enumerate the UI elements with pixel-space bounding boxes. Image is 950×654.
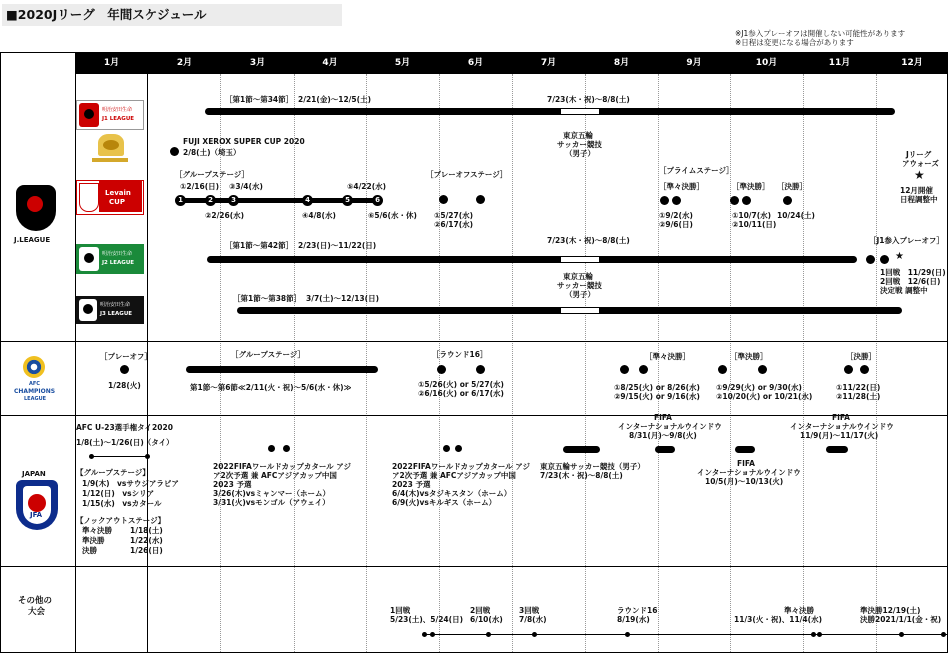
super-cup-name: FUJI XEROX SUPER CUP 2020 xyxy=(183,137,305,146)
other-dot xyxy=(941,632,946,637)
u23-dot-end xyxy=(145,454,150,459)
levain-playoff-dot-2 xyxy=(476,195,485,204)
levain-playoff-date-2: ②6/17(水) xyxy=(434,220,474,229)
levain-qf-date-2: ②9/6(日) xyxy=(659,220,693,229)
fifa2-line-2: インターナショナルウインドウ xyxy=(697,468,801,477)
j1-logo-bottom: J1 LEAGUE xyxy=(102,116,135,122)
acl-group-bar xyxy=(186,366,378,373)
levain-logo xyxy=(76,180,144,215)
j1-olympic-1: 東京五輪 xyxy=(563,131,593,140)
acl-sf-date-2: ②10/20(火) or 10/21(水) xyxy=(716,392,813,401)
levain-qf-dot-1 xyxy=(660,196,669,205)
olympic-label: 東京五輪サッカー競技（男子） xyxy=(540,462,645,471)
levain-round-2: 2 xyxy=(205,195,216,206)
levain-playoff-dot-1 xyxy=(439,195,448,204)
levain-playoff-date-1: ①5/27(水) xyxy=(434,211,474,220)
u23-ko-date-1: 1/18(土) xyxy=(130,526,163,535)
acl-r16-dot-2 xyxy=(476,365,485,374)
fifa2-bar xyxy=(735,446,755,453)
wcq1-dot-1 xyxy=(268,445,275,452)
acl-final-dot-2 xyxy=(860,365,869,374)
u23-ko-round-3: 決勝 xyxy=(82,546,97,555)
wcq2-line-3: 2023 予選 xyxy=(392,480,431,489)
j1-range-dates: 2/21(金)〜12/5(土) xyxy=(298,95,372,104)
levain-sf-date-1: ①10/7(水) xyxy=(732,211,772,220)
u23-title: AFC U-23選手権タイ2020 xyxy=(76,423,173,432)
acl-group-dates: 第1節〜第6節≪2/11(火・祝)〜5/6(水・休)≫ xyxy=(190,383,352,392)
other-r1-date: 5/23(土)、5/24(日) xyxy=(390,615,464,624)
wcq2-dot-1 xyxy=(443,445,450,452)
levain-round-5: 5 xyxy=(342,195,353,206)
u23-group-1: 1/9(木) vsサウジアラビア xyxy=(82,479,179,488)
super-cup-dot xyxy=(170,147,179,156)
other-r3-date: 7/8(水) xyxy=(519,615,547,624)
japan-crest-label: JAPAN xyxy=(22,470,46,478)
other-label-2: 大会 xyxy=(28,607,46,617)
wcq1-line-3: 2023 予選 xyxy=(213,480,252,489)
levain-qf-dot-2 xyxy=(672,196,681,205)
wcq1-line-2: ア2次予選 兼 AFCアジアカップ中国 xyxy=(213,471,337,480)
fifa1-line-3: 8/31(月)〜9/8(火) xyxy=(629,431,697,440)
awards-label-2: アウォーズ xyxy=(902,159,939,168)
acl-r16-dot-1 xyxy=(437,365,446,374)
acl-qf-dot-2 xyxy=(639,365,648,374)
j1-logo-top: 明治安田生命 xyxy=(102,107,133,113)
j2-olympic-date: 7/23(木・祝)〜8/8(土) xyxy=(547,236,630,245)
month-header xyxy=(75,52,948,74)
j3-logo-bottom: J3 LEAGUE xyxy=(100,311,133,317)
levain-sf-date-2: ②10/11(日) xyxy=(732,220,777,229)
acl-group-label: ［グループステージ］ xyxy=(231,350,305,359)
notes xyxy=(735,29,905,47)
u23-group-label: 【グループステージ】 xyxy=(76,468,150,477)
j2-olympic-3: （男子） xyxy=(565,290,595,299)
acl-playoff-label: ［プレーオフ］ xyxy=(100,352,152,361)
j1-olympic-break xyxy=(561,108,599,115)
acl-playoff-dot xyxy=(120,365,129,374)
j3-olympic-break xyxy=(561,307,599,314)
other-r1-label: 1回戦 xyxy=(390,606,411,615)
wcq2-line-1: 2022FIFAワールドカップカタール アジ xyxy=(392,462,530,471)
acl-r16-date-1: ①5/26(火) or 5/27(水) xyxy=(418,380,504,389)
u23-ko-round-1: 準々決勝 xyxy=(82,526,112,535)
fifa1-line-1: FIFA xyxy=(654,413,672,422)
u23-ko-date-2: 1/22(水) xyxy=(130,536,163,545)
wcq2-match-1: 6/4(木)vsタジキスタン（ホーム） xyxy=(392,489,512,498)
acl-logo-3: LEAGUE xyxy=(24,396,47,402)
other-r16-date: 8/19(水) xyxy=(617,615,650,624)
other-dot xyxy=(625,632,630,637)
note-2: ※日程は変更になる場合があります xyxy=(735,38,854,47)
month-label: 5月 xyxy=(394,58,411,68)
acl-final-label: ［決勝］ xyxy=(846,352,876,361)
other-qf-label: 準々決勝 xyxy=(784,606,814,615)
j2-logo-bottom: J2 LEAGUE xyxy=(102,260,135,266)
acl-r16-date-2: ②6/16(火) or 6/17(水) xyxy=(418,389,504,398)
fifa2-line-1: FIFA xyxy=(737,459,755,468)
levain-group-label: ［グループステージ］ xyxy=(175,170,249,179)
wcq2-line-2: ア2次予選 兼 AFCアジアカップ中国 xyxy=(392,471,516,480)
acl-qf-date-2: ②9/15(火) or 9/16(水) xyxy=(614,392,700,401)
levain-date-4: ④4/8(水) xyxy=(302,211,336,220)
month-label: 12月 xyxy=(901,58,923,68)
month-label: 9月 xyxy=(686,58,702,68)
j2-playoff-dot-1 xyxy=(866,255,875,264)
acl-sf-date-1: ①9/29(火) or 9/30(水) xyxy=(716,383,802,392)
month-label: 11月 xyxy=(828,58,851,68)
u23-ko-date-3: 1/26(日) xyxy=(130,546,163,555)
other-sf-label: 準決勝12/19(土) xyxy=(860,606,921,615)
levain-date-2: ②2/26(水) xyxy=(205,211,245,220)
fifa1-bar xyxy=(655,446,675,453)
wcq1-match-1: 3/26(木)vsミャンマー（ホーム） xyxy=(213,489,330,498)
j1-olympic-3: （男子） xyxy=(565,149,595,158)
j1-olympic-date: 7/23(木・祝)〜8/8(土) xyxy=(547,95,630,104)
j3-logo xyxy=(76,296,144,324)
other-dot xyxy=(899,632,904,637)
j3-logo-top: 明治安田生命 xyxy=(100,302,131,308)
levain-playoff-label: ［プレーオフステージ］ xyxy=(426,170,508,179)
levain-prime-label: ［プライムステージ］ xyxy=(659,166,734,175)
acl-final-dot-1 xyxy=(844,365,853,374)
other-qf-date: 11/3(火・祝)、11/4(水) xyxy=(734,615,823,624)
other-r2-date: 6/10(水) xyxy=(470,615,503,624)
j1-season-bar xyxy=(205,108,895,115)
month-label: 1月 xyxy=(103,58,120,68)
j2-logo-top: 明治安田生命 xyxy=(102,251,133,257)
j2-range-label: ［第1節〜第42節］ xyxy=(225,241,294,250)
levain-round-1: 1 xyxy=(175,195,186,206)
levain-round-4: 4 xyxy=(302,195,313,206)
j2-range-dates: 2/23(日)〜11/22(日) xyxy=(298,241,377,250)
month-label: 4月 xyxy=(322,58,338,68)
levain-final-dot xyxy=(783,196,792,205)
u23-line xyxy=(92,456,148,457)
acl-logo-2: CHAMPIONS xyxy=(14,388,56,395)
month-label: 8月 xyxy=(613,58,630,68)
levain-date-3: ③3/4(水) xyxy=(229,182,263,191)
j2-playoff-date-3: 決定戦 調整中 xyxy=(880,286,928,295)
awards-note-2: 日程調整中 xyxy=(900,195,938,204)
j2-playoff-label: ［J1参入プレーオフ］ xyxy=(869,236,944,245)
other-r3-label: 3回戦 xyxy=(519,606,540,615)
month-label: 2月 xyxy=(176,58,193,68)
j3-range-dates: 3/7(土)〜12/13(日) xyxy=(306,294,380,303)
j2-olympic-2: サッカー競技 xyxy=(557,281,602,290)
fifa2-line-3: 10/5(月)〜10/13(火) xyxy=(705,477,784,486)
levain-logo-top: Levain xyxy=(105,189,131,197)
month-label: 3月 xyxy=(249,58,266,68)
acl-sf-dot-1 xyxy=(718,365,727,374)
awards-star-icon: ★ xyxy=(914,168,925,182)
wcq1-dot-2 xyxy=(283,445,290,452)
levain-sf-dot-2 xyxy=(742,196,751,205)
acl-qf-dot-1 xyxy=(620,365,629,374)
u23-group-2: 1/12(日) vsシリア xyxy=(82,489,155,498)
wcq1-match-2: 3/31(火)vsモンゴル（アウェイ） xyxy=(213,498,330,507)
other-r2-label: 2回戦 xyxy=(470,606,491,615)
other-dot xyxy=(811,632,816,637)
levain-sf-dot-1 xyxy=(730,196,739,205)
olympic-dates: 7/23(木・祝)〜8/8(土) xyxy=(540,471,623,480)
levain-date-1: ①2/16(日) xyxy=(180,182,220,191)
wcq2-dot-2 xyxy=(455,445,462,452)
fifa1-line-2: インターナショナルウインドウ xyxy=(618,422,722,431)
awards-note-1: 12月開催 xyxy=(900,186,933,195)
levain-round-6: 6 xyxy=(372,195,383,206)
jleague-logo-text: J.LEAGUE xyxy=(14,236,51,244)
japan-crest-text: JFA xyxy=(30,511,43,519)
other-label-1: その他の xyxy=(18,596,53,606)
levain-logo-bottom: CUP xyxy=(109,198,125,206)
acl-sf-dot-2 xyxy=(758,365,767,374)
month-label: 6月 xyxy=(467,58,484,68)
other-final-label: 決勝2021/1/1(金・祝) xyxy=(860,615,942,624)
levain-round-3: 3 xyxy=(228,195,239,206)
j2-playoff-date-1: 1回戦 11/29(日) xyxy=(880,268,946,277)
acl-final-date-2: ②11/28(土) xyxy=(836,392,881,401)
j2-playoff-star-icon: ★ xyxy=(895,251,904,262)
wcq1-line-1: 2022FIFAワールドカップカタール アジ xyxy=(213,462,351,471)
other-dot xyxy=(430,632,435,637)
other-dot xyxy=(422,632,427,637)
j1-logo xyxy=(76,100,144,130)
levain-sf-label: ［準決勝］ xyxy=(732,182,770,191)
u23-group-3: 1/15(水) vsカタール xyxy=(82,499,162,508)
acl-qf-label: ［準々決勝］ xyxy=(645,352,690,361)
other-dot xyxy=(532,632,537,637)
acl-sf-label: ［準決勝］ xyxy=(730,352,768,361)
levain-final-label: ［決勝］ xyxy=(777,182,807,191)
month-label: 10月 xyxy=(755,58,778,68)
levain-qf-label: ［準々決勝］ xyxy=(659,182,704,191)
j2-season-bar xyxy=(207,256,857,263)
note-1: ※J1参入プレーオフは開催しない可能性があります xyxy=(735,29,906,38)
u23-ko-round-2: 準決勝 xyxy=(82,536,105,545)
acl-playoff-date: 1/28(火) xyxy=(108,381,141,390)
acl-logo-1: AFC xyxy=(29,381,40,387)
page-title: ■2020Jリーグ 年間スケジュール xyxy=(2,4,342,26)
u23-ko-label: 【ノックアウトステージ】 xyxy=(76,516,166,525)
month-label: 7月 xyxy=(540,58,557,68)
fifa3-line-1: FIFA xyxy=(832,413,850,422)
u23-dot-start xyxy=(89,454,94,459)
u23-dates: 1/8(土)〜1/26(日)（タイ） xyxy=(76,438,174,447)
j1-olympic-2: サッカー競技 xyxy=(557,140,602,149)
awards-label-1: Jリーグ xyxy=(906,150,932,159)
olympic-bar xyxy=(563,446,600,453)
j2-olympic-break xyxy=(561,256,599,263)
j2-playoff-date-2: 2回戦 12/6(日) xyxy=(880,277,941,286)
fifa3-bar xyxy=(826,446,848,453)
other-r16-label: ラウンド16 xyxy=(617,606,658,615)
j1-range-label: ［第1節〜第34節］ xyxy=(225,95,294,104)
other-line xyxy=(425,634,947,635)
j2-playoff-dot-2 xyxy=(880,255,889,264)
other-dot xyxy=(817,632,822,637)
j3-range-label: ［第1節〜第38節］ xyxy=(233,294,302,303)
levain-date-6: ⑥5/6(水・休) xyxy=(368,211,417,220)
levain-date-5: ⑤4/22(水) xyxy=(347,182,387,191)
other-dot xyxy=(486,632,491,637)
j2-olympic-1: 東京五輪 xyxy=(563,272,593,281)
acl-r16-label: ［ラウンド16］ xyxy=(432,350,488,359)
j2-logo xyxy=(76,244,144,274)
fifa3-line-2: インターナショナルウインドウ xyxy=(790,422,894,431)
acl-qf-date-1: ①8/25(火) or 8/26(水) xyxy=(614,383,700,392)
wcq2-match-2: 6/9(火)vsキルギス（ホーム） xyxy=(392,498,497,507)
levain-final-date: 10/24(土) xyxy=(777,211,815,220)
acl-final-date-1: ①11/22(日) xyxy=(836,383,881,392)
super-cup-date: 2/8(土)（埼玉） xyxy=(183,148,241,157)
fifa3-line-3: 11/9(月)〜11/17(火) xyxy=(800,431,879,440)
levain-qf-date-1: ①9/2(水) xyxy=(659,211,693,220)
